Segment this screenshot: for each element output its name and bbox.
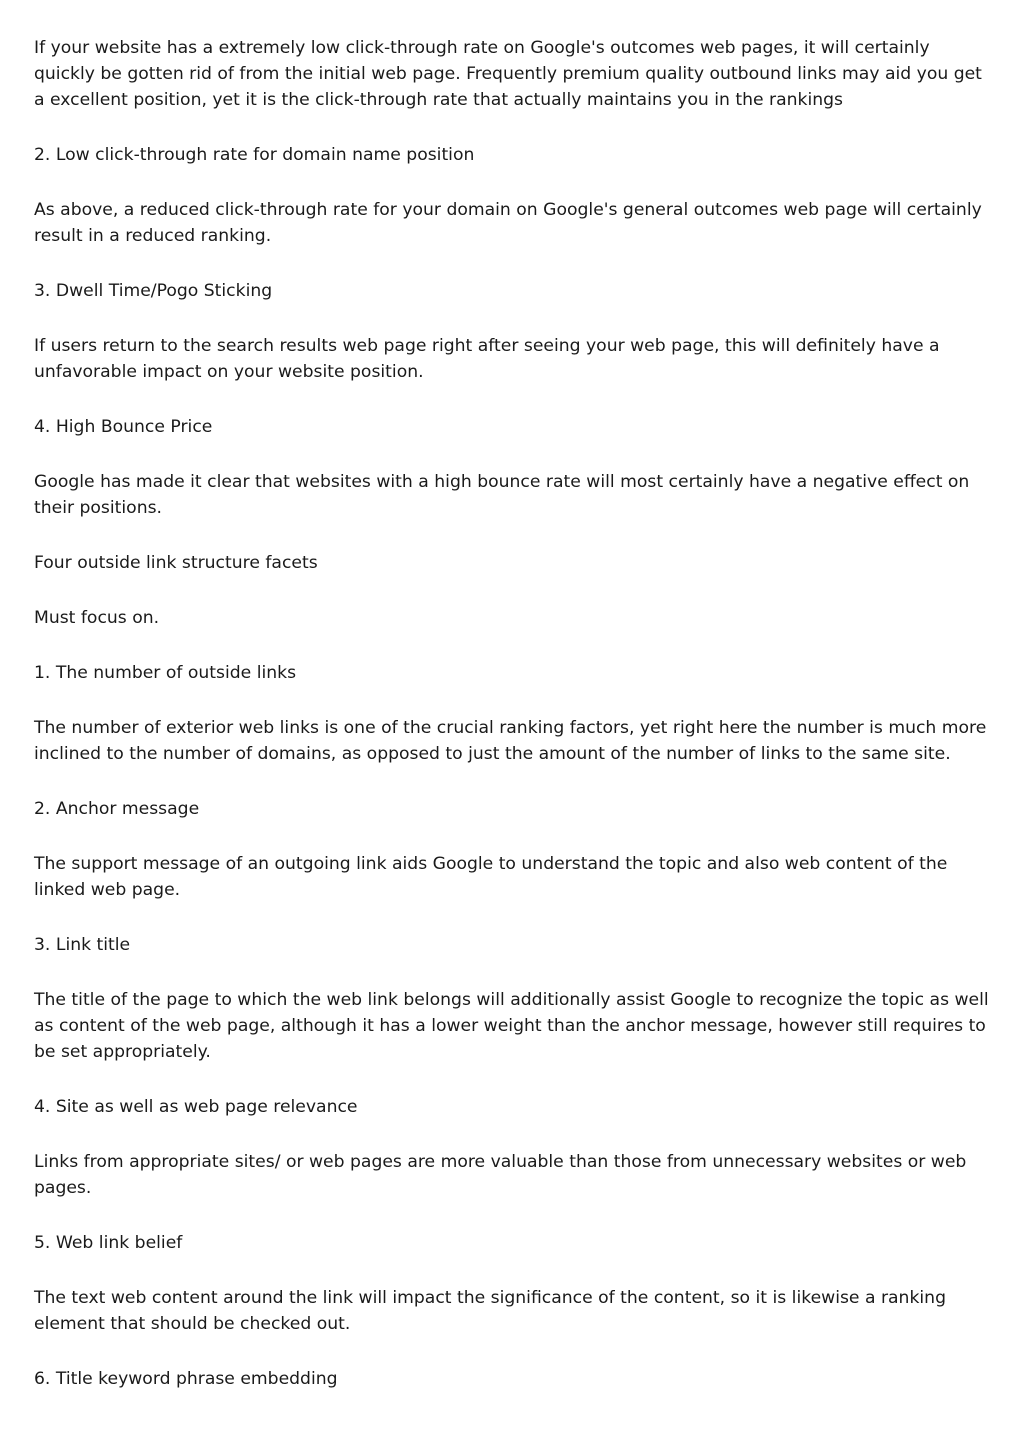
heading-bounce-rate: 4. High Bounce Price (34, 417, 213, 437)
paragraph-low-ctr-domain: As above, a reduced click-through rate for your domain on Google's general outcomes web page will certainly result in a reduced ranking. (34, 200, 982, 246)
paragraph-outside-links-count: The number of exterior web links is one of the crucial ranking factors, yet right here the number is much more inclined to the number of domains, as opposed to just the amount of the number of links to the same site. (34, 718, 987, 764)
heading-title-keyword: 6. Title keyword phrase embedding (34, 1369, 338, 1389)
paragraph-dwell-time: If users return to the search results web page right after seeing your web page, this will definitely have a unfavorable impact on your website position. (34, 336, 940, 382)
paragraph-bounce-rate: Google has made it clear that websites with a high bounce rate will most certainly have a negative effect on their positions. (34, 472, 970, 518)
heading-link-belief: 5. Web link belief (34, 1233, 183, 1253)
heading-link-structure: Four outside link structure facets (34, 553, 318, 573)
paragraph-focus: Must focus on. (34, 608, 160, 628)
heading-dwell-time: 3. Dwell Time/Pogo Sticking (34, 281, 273, 301)
paragraph-link-belief: The text web content around the link will impact the significance of the content, so it is likewise a ranking element that should be checked out. (34, 1288, 946, 1334)
heading-site-relevance: 4. Site as well as web page relevance (34, 1097, 358, 1117)
paragraph-anchor-message: The support message of an outgoing link aids Google to understand the topic and also web content of the linked web page. (34, 854, 948, 900)
heading-anchor-message: 2. Anchor message (34, 799, 200, 819)
document-body (34, 35, 994, 1421)
heading-outside-links-count: 1. The number of outside links (34, 663, 297, 683)
paragraph-site-relevance: Links from appropriate sites/ or web pages are more valuable than those from unnecessary websites or web pages. (34, 1152, 967, 1198)
paragraph-ctr-intro: If your website has a extremely low click-through rate on Google's outcomes web pages, it will certainly quickly be gotten rid of from the initial web page. Frequently premium quality outbound links may aid you get a excellent position, yet it is the click-through rate that actually maintains you in the rankings (34, 38, 982, 110)
heading-low-ctr-domain: 2. Low click-through rate for domain name position (34, 145, 475, 165)
paragraph-link-title: The title of the page to which the web link belongs will additionally assist Google to recognize the topic as well as content of the web page, although it has a lower weight than the anchor message, however still requires to be set appropriately. (34, 990, 989, 1062)
heading-link-title: 3. Link title (34, 935, 131, 955)
